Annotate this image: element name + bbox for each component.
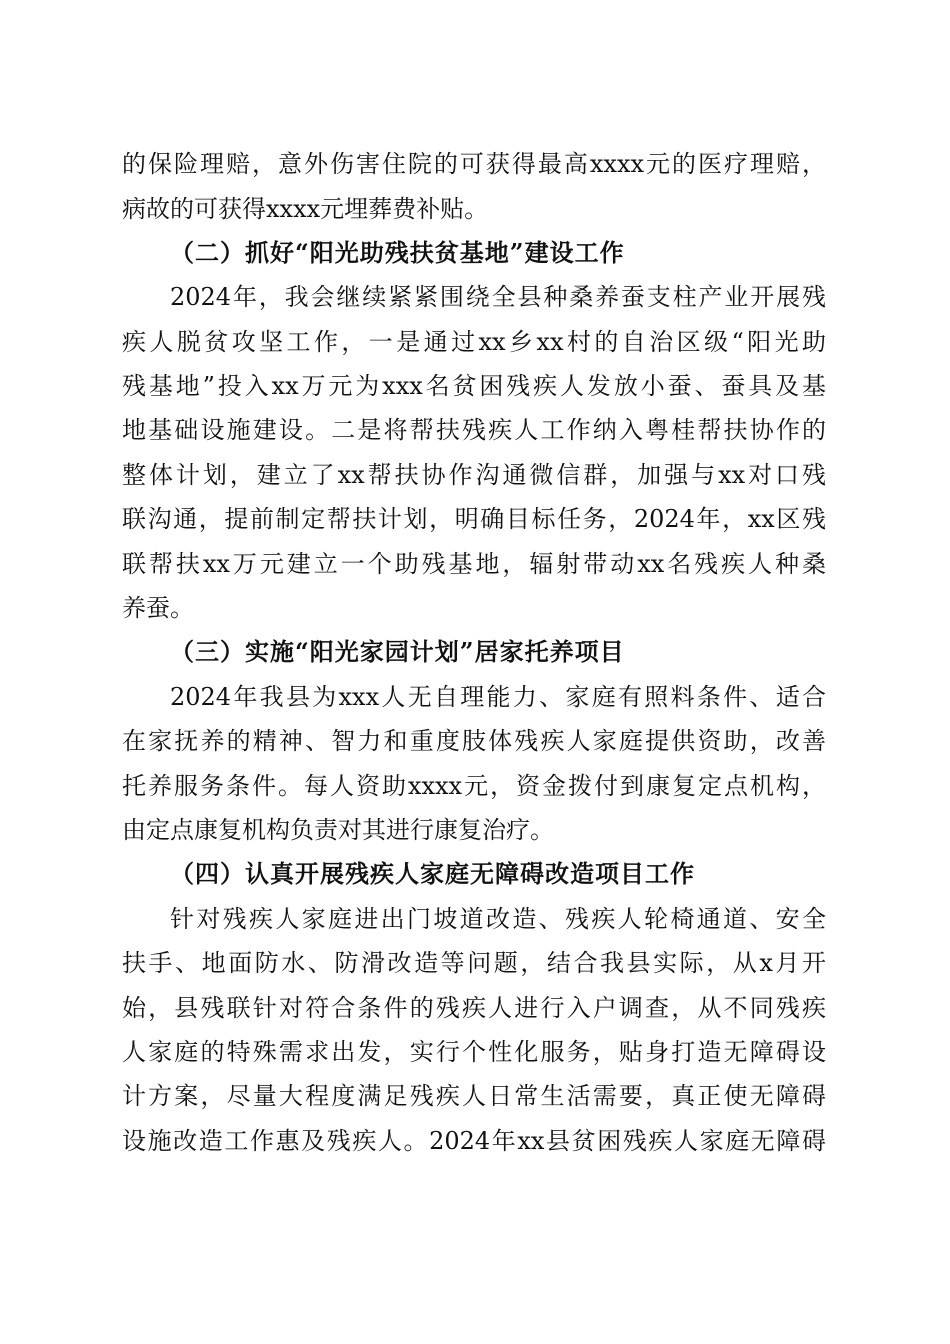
body-text-line: 联沟通，提前制定帮扶计划，明确目标任务，2024年，xx区残: [122, 505, 826, 533]
body-text-line: 设施改造工作惠及残疾人。2024年xx县贫困残疾人家庭无障碍: [122, 1127, 826, 1155]
body-text-line: 2024年我县为xxx人无自理能力、家庭有照料条件、适合: [170, 683, 826, 711]
section-heading-3: （三）实施“阳光家园计划”居家托养项目: [170, 637, 625, 666]
body-text-line: 地基础设施建设。二是将帮扶残疾人工作纳入粤桂帮扶协作的: [122, 416, 826, 444]
body-text-line: 的保险理赔，意外伤害住院的可获得最高xxxx元的医疗理赔，: [122, 150, 826, 178]
body-text-line: 计方案，尽量大程度满足残疾人日常生活需要，真正使无障碍: [122, 1082, 826, 1110]
body-text-line: 2024年，我会继续紧紧围绕全县种桑养蚕支柱产业开展残: [170, 283, 826, 311]
body-text-line: 联帮扶xx万元建立一个助残基地，辐射带动xx名残疾人种桑: [122, 550, 826, 578]
section-heading-2: （二）抓好“阳光助残扶贫基地”建设工作: [170, 238, 625, 267]
body-text-line: 始，县残联针对符合条件的残疾人进行入户调查，从不同残疾: [122, 994, 826, 1022]
body-text-line: 疾人脱贫攻坚工作，一是通过xx乡xx村的自治区级“阳光助: [122, 328, 826, 356]
section-heading-4: （四）认真开展残疾人家庭无障碍改造项目工作: [170, 859, 695, 888]
body-text-line: 人家庭的特殊需求出发，实行个性化服务，贴身打造无障碍设: [122, 1038, 826, 1066]
body-text-line: 托养服务条件。每人资助xxxx元，资金拨付到康复定点机构，: [122, 772, 826, 800]
body-text-line: 扶手、地面防水、防滑改造等问题，结合我县实际，从x月开: [122, 949, 826, 977]
body-text-line: 针对残疾人家庭进出门坡道改造、残疾人轮椅通道、安全: [170, 905, 826, 933]
body-text-line: 残基地”投入xx万元为xxx名贫困残疾人发放小蚕、蚕具及基: [122, 372, 826, 400]
body-text-line: 在家抚养的精神、智力和重度肢体残疾人家庭提供资助，改善: [122, 727, 826, 755]
body-text-line: 病故的可获得xxxx元埋葬费补贴。: [122, 195, 489, 223]
body-text-line: 整体计划，建立了xx帮扶协作沟通微信群，加强与xx对口残: [122, 461, 826, 489]
body-text-line: 由定点康复机构负责对其进行康复治疗。: [122, 816, 554, 844]
body-text-line: 养蚕。: [122, 594, 194, 622]
